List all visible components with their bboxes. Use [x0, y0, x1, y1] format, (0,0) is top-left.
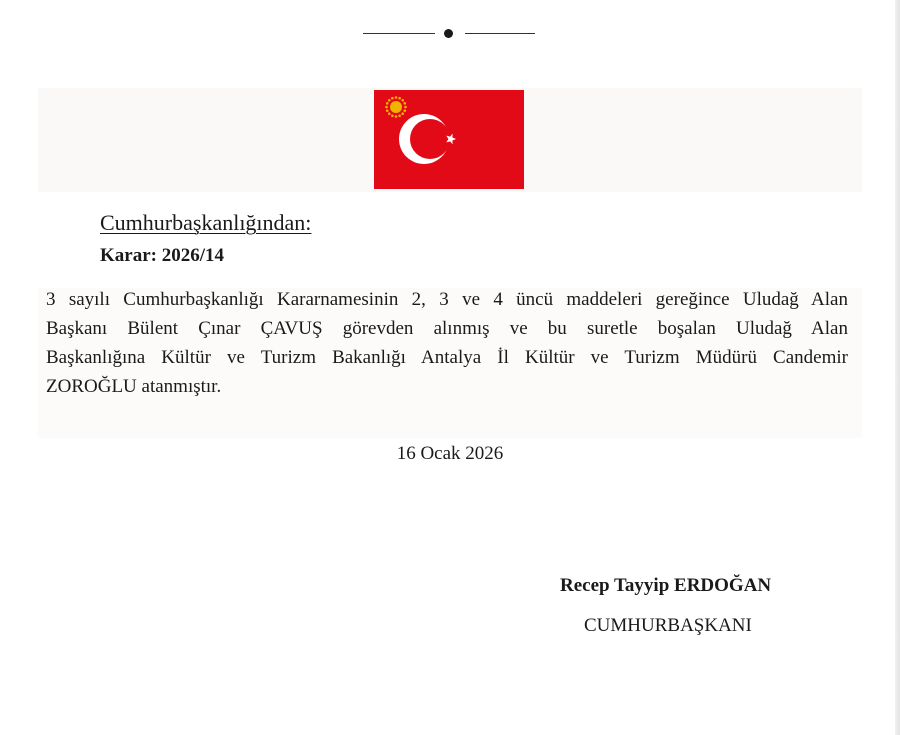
signer-title: CUMHURBAŞKANI: [584, 615, 752, 636]
signer-name: Recep Tayyip ERDOĞAN: [560, 575, 772, 596]
emblem-ray: [388, 112, 391, 115]
flag-graphic: [374, 90, 524, 189]
emblem-ray: [391, 97, 394, 100]
decision-number: Karar: 2026/14: [100, 245, 225, 266]
emblem-ray: [398, 114, 401, 117]
emblem-ray: [398, 97, 401, 100]
emblem-ray: [386, 109, 389, 112]
body-line: ZOROĞLU atanmıştır.: [46, 376, 222, 397]
emblem-ray: [391, 114, 394, 117]
decision-body: [46, 285, 848, 401]
emblem-ray: [403, 109, 406, 112]
ornament-divider-icon: [0, 25, 900, 39]
page-edge: [895, 0, 900, 735]
body-line: Başkanlığına Kültür ve Turizm Bakanlığı Antalya İl Kültür ve Turizm Müdürü Candemir: [46, 347, 848, 368]
body-line: Başkanı Bülent Çınar ÇAVUŞ görevden alınmış ve bu suretle boşalan Uludağ Alan: [46, 318, 848, 339]
emblem-ray: [404, 106, 407, 109]
emblem-ray: [401, 112, 404, 115]
decision-date: 16 Ocak 2026: [396, 443, 504, 464]
turkish-flag-icon: [374, 90, 524, 189]
issuer-heading: Cumhurbaşkanlığından:: [100, 210, 312, 235]
emblem-ray: [395, 96, 398, 99]
emblem-ray: [388, 99, 391, 102]
divider-line-right: [465, 33, 535, 34]
divider-dot: [444, 29, 453, 38]
emblem-ray: [386, 102, 389, 105]
emblem-ray: [385, 106, 388, 109]
divider-line-left: [363, 33, 435, 34]
emblem-ray: [395, 115, 398, 118]
emblem-ray: [403, 102, 406, 105]
emblem-ray: [401, 99, 404, 102]
body-line: 3 sayılı Cumhurbaşkanlığı Kararnamesinin 2, 3 ve 4 üncü maddeleri gereğince Uludağ Alan: [46, 289, 848, 310]
